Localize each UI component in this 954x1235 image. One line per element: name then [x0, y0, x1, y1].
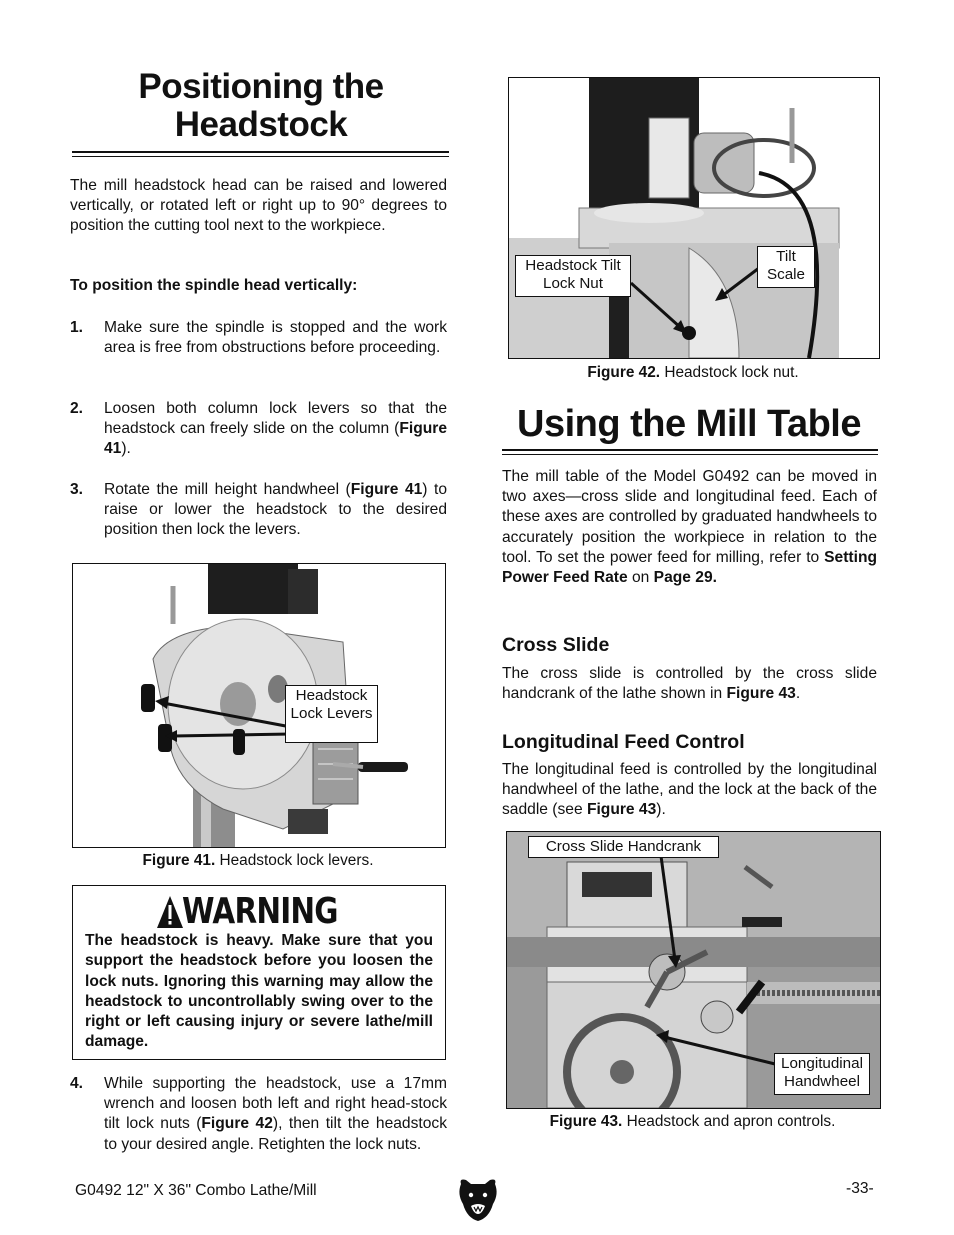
caption-label: Figure 43. [549, 1113, 623, 1130]
bear-logo-icon [457, 1178, 499, 1222]
step-text-post: ), then tilt the headstock to your desired angle. Retighten the lock nuts. [104, 1115, 447, 1153]
step-text [104, 480, 447, 541]
step-text-pre: Rotate the mill height handwheel ( [104, 481, 351, 498]
callout-headstock-tilt-lock-nut: Headstock Tilt Lock Nut [515, 255, 631, 297]
step-text-pre: Loosen both column lock levers so that the headstock can freely slide on the column ( [104, 400, 447, 438]
cross-slide-heading: Cross Slide [502, 634, 610, 656]
figure-ref: Figure 43 [726, 685, 796, 703]
title-rule-left [72, 151, 449, 157]
title-line-2: Headstock [174, 105, 348, 144]
step-1 [70, 318, 448, 380]
longitudinal-post: ). [656, 801, 666, 819]
callout-longitudinal-handwheel: Longitudinal Handwheel [774, 1053, 870, 1095]
step-text: Make sure the spindle is stopped and the work area is free from obstructions before proceeding. [104, 319, 447, 357]
title-rule-right [502, 449, 878, 455]
figure-41-image [72, 563, 446, 848]
step-text-pre: While supporting the headstock, use a 17mm wrench and loosen both left and right head-stock tilt lock nuts ( [104, 1075, 447, 1133]
footer-model: G0492 12" X 36" Combo Lathe/Mill [75, 1182, 317, 1199]
step-text-post: ). [121, 440, 131, 458]
warning-triangle-icon [157, 896, 183, 928]
cross-slide-paragraph [502, 664, 877, 704]
longitudinal-text [502, 760, 877, 821]
intro-ref-section: Setting Power Feed Rate [502, 548, 877, 587]
callout-tilt-scale: Tilt Scale [757, 246, 815, 288]
title-line-1: Positioning the [138, 67, 384, 106]
figure-ref: Figure 42 [201, 1115, 273, 1133]
intro-text: The mill headstock head can be raised and lowered vertically, or rotated left or right up to 90° degrees to position the cutting tool next to the workpiece. [70, 177, 447, 235]
intro-paragraph [70, 176, 447, 237]
caption-label: Figure 42. [587, 364, 661, 381]
step-number: 3. [70, 481, 84, 498]
cross-slide-text [502, 664, 877, 704]
step-text-post: ) to raise or lower the headstock to the desired position then lock the levers. [104, 481, 448, 539]
longitudinal-heading: Longitudinal Feed Control [502, 731, 745, 753]
figure-41-caption [72, 852, 444, 870]
headstock-photo [73, 564, 445, 847]
caption-text: Headstock and apron controls. [626, 1113, 836, 1130]
figure-42-caption [508, 364, 878, 382]
step-number: 2. [70, 400, 84, 417]
callout-cross-slide-handcrank: Cross Slide Handcrank [528, 836, 719, 858]
footer-page-number: -33- [846, 1180, 874, 1197]
longitudinal-paragraph [502, 760, 877, 821]
step-2 [70, 399, 448, 461]
caption-text: Headstock lock nut. [664, 364, 799, 381]
section-title-positioning [72, 68, 450, 144]
warning-box [72, 885, 446, 1060]
figure-43-image [506, 831, 881, 1109]
figure-ref: Figure 41 [350, 481, 423, 498]
headstock-tilt-photo [509, 78, 879, 358]
step-text [104, 399, 447, 460]
step-text [104, 1074, 447, 1155]
cross-slide-post: . [795, 685, 801, 703]
warning-text: The headstock is heavy. Make sure that you support the headstock before you loosen the lock nuts. Ignoring this warning may allow the headstock to uncontrollably swing over to the right or left causing injury or severe lathe/mill damage. [85, 932, 433, 1051]
intro-mid: on [627, 569, 654, 587]
caption-label: Figure 41. [142, 852, 216, 869]
figure-42-image [508, 77, 880, 359]
step-number: 4. [70, 1075, 84, 1092]
mill-table-intro [502, 467, 877, 588]
intro-ref-page: Page 29. [653, 569, 717, 587]
step-3 [70, 480, 448, 542]
step-number: 1. [70, 319, 84, 336]
figure-ref: Figure 41 [104, 420, 447, 458]
section-title-mill-table: Using the Mill Table [517, 403, 861, 445]
mill-table-intro-text [502, 467, 877, 588]
figure-ref: Figure 43 [586, 801, 657, 819]
warning-title: WARNING [182, 891, 338, 932]
longitudinal-pre: The longitudinal feed is controlled by the longitudinal handwheel of the lathe, and the lock at the back of the saddle (see [502, 761, 877, 819]
step-4 [70, 1074, 448, 1176]
callout-headstock-lock-levers: Headstock Lock Levers [285, 685, 378, 743]
cross-slide-pre: The cross slide is controlled by the cross slide handcrank of the lathe shown in [502, 665, 877, 703]
figure-43-caption [506, 1113, 879, 1131]
procedure-subheading: To position the spindle head vertically: [70, 277, 358, 294]
intro-pre: The mill table of the Model G0492 can be moved in two axes—cross slide and longitudinal feed. Each of these axes are controlled by graduated handwheels to accurately position the workpiece in relation to the tool. To set the power feed for milling, refer to [502, 468, 877, 566]
caption-text: Headstock lock levers. [219, 852, 374, 869]
